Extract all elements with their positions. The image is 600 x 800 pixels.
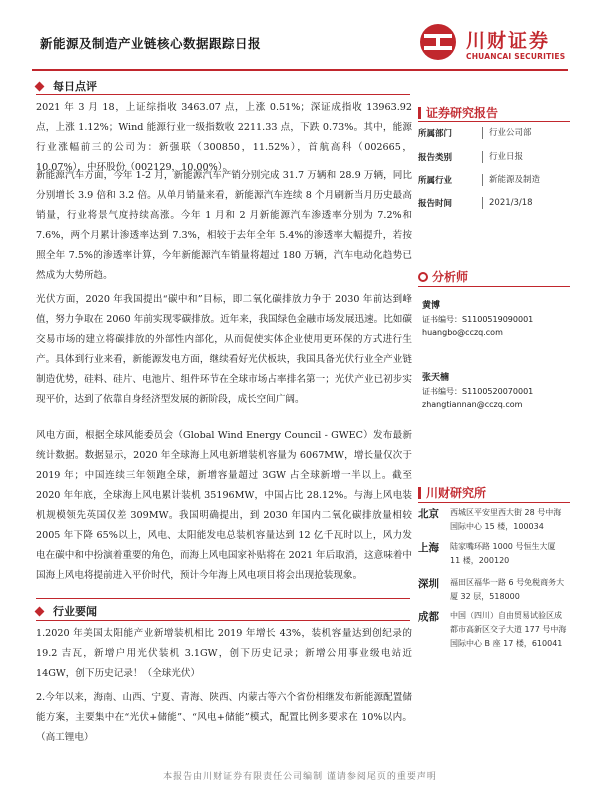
info-value: 行业日报 [482, 151, 523, 163]
report-title: 新能源及制造产业链核心数据跟踪日报 [40, 36, 262, 51]
info-key: 报告类别 [418, 153, 453, 163]
header-divider [32, 69, 568, 71]
daily-review-heading: 每日点评 [36, 78, 97, 94]
review-paragraph-2: 新能源汽车方面，今年 1-2 月，新能源汽车产销分别完成 31.7 万辆和 28.9 万辆，同比分别增长 3.9 倍和 3.2 倍。从单月销量来看，新能源汽车连续 8 个月刷新当月历史最高销量，行业将景气度持续高涨。今年 1 月和 2 月新能源汽车渗透率分别为 7.2%和 7.6%，两个月累计渗透率达到 7.3%，相较于去年全年 5.4%的渗透率大幅提升，若按照全年 7.5%的渗透率计算，今年新能源汽车销量将超过 180 万辆，汽车电动化趋势已然成为大势所趋。 [36, 170, 412, 281]
institute-heading: 川财研究所 [418, 484, 486, 501]
info-row-industry [418, 174, 570, 190]
info-value: 新能源及制造 [482, 174, 540, 186]
analyst-name: 黄博 [422, 301, 441, 311]
analyst-email[interactable]: huangbo@cczq.com [422, 328, 503, 337]
office-address: 福田区福华一路 6 号免税商务大厦 32 层，518000 [450, 578, 565, 601]
analyst-email[interactable]: zhangtiannan@cczq.com [422, 400, 523, 409]
institute-rule [418, 502, 570, 503]
review-paragraph-3: 光伏方面，2020 年我国提出“碳中和”目标，即二氧化碳排放力争于 2030 年前达到峰值，努力争取在 2060 年前实现零碳排放。近年来，我国绿色金融市场发展迅速。比如碳交易市场的建立将碳排放的外部性内部化，从而促使实体企业使用更环保的方式进行生产。具体到行业来看，新能源发电方面，继续看好光伏板块，我国具备光伏行业全产业链制造优势，硅料、硅片、电池片、组件环节在全球市场占率排名第一；光伏产业已初步实现平价，达到了依靠自身经济型发展的新阶段，成长空间广阔。 [36, 294, 412, 405]
info-value: 行业公司部 [482, 127, 532, 139]
review-paragraph-1: 2021 年 3 月 18，上证综指收 3463.07 点，上涨 0.51%；深证成指收 13963.92 点，上涨 1.12%；Wind 能源行业一级指数收 2211.33 点，下跌 0.73%。其中，能源行业涨幅前三的公司为：新强联（300850，11.52%），首航高科（002665，10.07%），中环股份（002129，10.00%）。 [36, 102, 412, 173]
info-row-department [418, 127, 570, 143]
report-info-heading: 证券研究报告 [418, 104, 498, 121]
review-paragraph-4: 风电方面，根据全球风能委员会（Global Wind Energy Council - GWEC）发布最新统计数据。数据显示，2020 年全球海上风电新增装机容量为 6067MW，增长量仅次于 2019 年；中国连续三年领跑全球，新增容量超过 3GW 占全球新增一半以上。截至 2020 年年底，全球海上风电累计装机 35196MW，中国占比 28.12%。与海上风电装机规模领先英国仅差 309MW。我国明确提出，到 2030 年国内二氧化碳排放量相较 2005 年下降 65%以上，风电、太阳能发电总装机容量达到 12 亿千瓦时以上，风力发电在碳中和中扮演着重要的角色，而海上风电国家补贴将在 2021 年后取消，这意味着中国海上风电将提前进入平价时代，预计今年海上风电项目将会出现抢装现象。 [36, 430, 412, 581]
office-address: 中国（四川）自由贸易试验区成都市高新区交子大道 177 号中海国际中心 B 座 17 楼，610041 [450, 611, 567, 648]
news-paragraph-2: 2.今年以来，海南、山西、宁夏、青海、陕西、内蒙古等六个省份相继发布新能源配置储能方案，主要集中在“光伏+储能”、“风电+储能”模式，配置比例多要求在 10%以内。（高工锂电） [36, 692, 412, 743]
logo-english-name: CHUANCAI SECURITIES [466, 52, 566, 61]
report-info-rule [418, 121, 570, 122]
logo-chinese-name: 川财证券 [466, 30, 551, 52]
info-key: 所属部门 [418, 129, 453, 139]
info-key: 所属行业 [418, 176, 453, 186]
industry-news-rule [36, 620, 410, 621]
diamond-bullet-icon [35, 606, 45, 616]
diamond-bullet-icon [35, 81, 45, 91]
heading-bar-icon [418, 107, 421, 119]
daily-review-rule [36, 94, 410, 95]
info-key: 报告时间 [418, 199, 453, 209]
analyst-icon [418, 272, 428, 282]
info-value: 2021/3/18 [482, 197, 533, 209]
office-city: 北京 [418, 508, 439, 520]
logo-mark-icon [418, 22, 462, 62]
office-address: 西城区平安里西大街 28 号中海国际中心 15 楼，100034 [450, 508, 562, 531]
analyst-2 [422, 372, 533, 411]
company-logo [418, 22, 568, 66]
analyst-heading: 分析师 [418, 268, 468, 285]
office-address: 陆家嘴环路 1000 号恒生大厦 11 楼，200120 [450, 542, 556, 565]
analyst-cert: 证书编号：S1100519090001 [422, 315, 534, 324]
page-footer: 本报告由川财证券有限责任公司编制 谨请参阅尾页的重要声明 [163, 772, 437, 782]
office-city: 成都 [418, 611, 439, 623]
industry-news-rule-top [36, 598, 410, 599]
analyst-name: 张天楠 [422, 373, 450, 383]
office-city: 上海 [418, 542, 439, 554]
news-paragraph-1: 1.2020 年美国太阳能产业新增装机相比 2019 年增长 43%，装机容量达到创纪录的 19.2 吉瓦，新增户用光伏装机 3.1GW，创下历史记录；新增公用事业级电站近 14GW，创下历史记录！（全球光伏） [36, 628, 412, 679]
analyst-cert: 证书编号：S1100520070001 [422, 387, 534, 396]
info-row-date [418, 197, 570, 213]
office-city: 深圳 [418, 578, 439, 590]
analyst-rule [418, 286, 570, 287]
analyst-1 [422, 300, 533, 339]
info-row-category [418, 151, 570, 167]
industry-news-heading: 行业要闻 [36, 603, 97, 619]
heading-bar-icon [418, 487, 421, 499]
